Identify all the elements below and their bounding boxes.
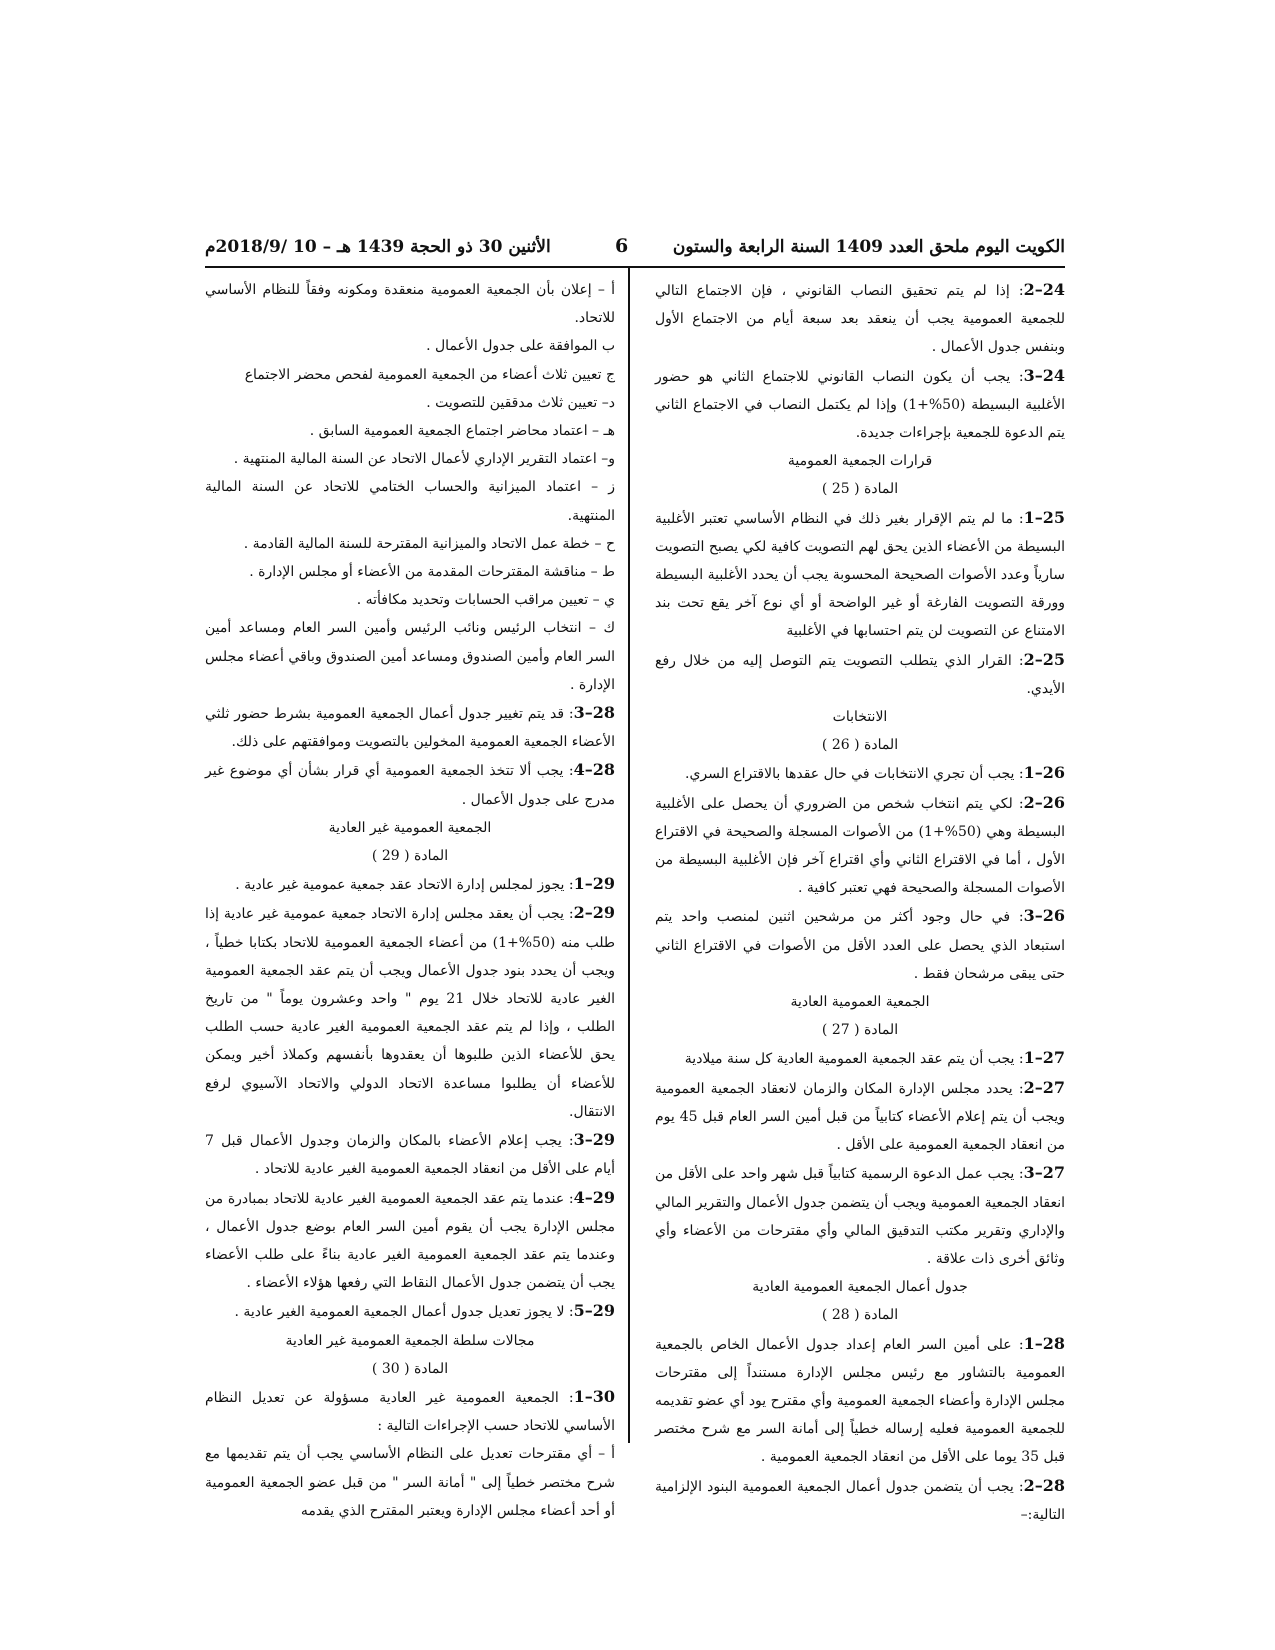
paragraph-text: ب الموافقة على جدول الأعمال . — [426, 338, 615, 355]
paragraph — [205, 870, 615, 899]
paragraph — [205, 389, 615, 417]
paragraph — [205, 558, 615, 586]
paragraph — [655, 1472, 1065, 1529]
clause-number: 27–3 — [1023, 1163, 1065, 1183]
paragraph-text: : ما لم يتم الإقرار بغير ذلك في النظام الأساسي تعتبر الأغلبية البسيطة من الأعضاء الذين يحق لهم التصويت كافية لكي يصبح التصويت سارياً وعدد الأصوات الصحيحة المحسوبة يجب أن يحدد الأغلبية البسيطة وورقة التصويت الفارغة أو غير الواضحة أو أي نوع آخر يقع تحت بند الامتناع عن التصويت لن يتم احتسابها في الأغلبية — [655, 510, 1065, 640]
paragraph-text: : يجب أن تجري الانتخابات في حال عقدها بالاقتراع السري. — [685, 766, 1024, 783]
paragraph — [655, 789, 1065, 903]
paragraph — [205, 473, 615, 529]
paragraph — [205, 417, 615, 445]
clause-number: 24–3 — [1023, 365, 1065, 385]
section-heading: المادة ( 30 ) — [371, 1360, 449, 1377]
section-heading: المادة ( 28 ) — [821, 1307, 899, 1324]
paragraph-text: : في حال وجود أكثر من مرشحين اثنين لمنصب واحد يتم استبعاد الذي يحصل على العدد الأقل من الأصوات في الاقتراع الثاني حتى يبقى مرشحان فقط . — [655, 909, 1065, 982]
paragraph — [655, 276, 1065, 362]
paragraph-text: ك – انتخاب الرئيس ونائب الرئيس وأمين السر العام ومساعد أمين السر العام وأمين الصندوق ومساعد أمين الصندوق وباقي أعضاء مجلس الإدارة . — [205, 620, 615, 693]
left-column — [205, 276, 615, 1525]
paragraph-text: : لا يجوز تعديل جدول أعمال الجمعية العمومية الغير عادية . — [234, 1304, 574, 1321]
clause-number: 30–1 — [573, 1386, 615, 1406]
section-heading: جدول أعمال الجمعية العمومية العادية — [752, 1279, 968, 1296]
clause-number: 29–4 — [573, 1187, 615, 1207]
paragraph — [655, 362, 1065, 448]
section-heading: المادة ( 29 ) — [371, 848, 449, 865]
header-rule — [205, 266, 1065, 268]
paragraph-text: هـ – اعتماد محاضر اجتماع الجمعية العمومية السابق . — [309, 423, 615, 440]
paragraph — [205, 361, 615, 389]
section-heading: الجمعية العمومية العادية — [790, 994, 930, 1011]
paragraph — [205, 530, 615, 558]
paragraph — [655, 759, 1065, 788]
paragraph — [655, 1330, 1065, 1472]
paragraph — [205, 276, 615, 332]
paragraph-text: د– تعيين ثلاث مدققين للتصويت . — [426, 394, 615, 411]
section-heading: المادة ( 25 ) — [821, 481, 899, 498]
paragraph — [205, 1440, 615, 1525]
paragraph — [205, 586, 615, 614]
paragraph-text: : على أمين السر العام إعداد جدول الأعمال الخاص بالجمعية العمومية بالتشاور مع رئيس مجلس الإدارة مستنداً إلى مقترحات مجلس الإدارة وأعضاء الجمعية العمومية وأي مقترح يود أي عضو تقديمه للجمعية العمومية فعليه إرساله خطياً إلى أمانة السر مع شرح مختصر قبل 35 يوما على الأقل من انعقاد الجمعية العمومية . — [655, 1336, 1065, 1466]
paragraph — [655, 504, 1065, 646]
clause-number: 26–1 — [1023, 763, 1065, 783]
clause-number: 28–1 — [1023, 1333, 1065, 1353]
paragraph-text: : يحدد مجلس الإدارة المكان والزمان لانعقاد الجمعية العمومية ويجب أن يتم إعلام الأعضاء كتابياً من قبل أمين السر العام قبل 45 يوم من انعقاد الجمعية العمومية على الأقل . — [655, 1080, 1066, 1154]
page-number: 6 — [615, 235, 629, 257]
section-heading: مجالات سلطة الجمعية العمومية غير العادية — [285, 1332, 535, 1349]
paragraph — [205, 1126, 615, 1183]
paragraph-text: : يجب إعلام الأعضاء بالمكان والزمان وجدول الأعمال قبل 7 أيام على الأقل من انعقاد الجمعية العمومية الغير عادية للاتحاد . — [205, 1133, 615, 1178]
section-heading: المادة ( 26 ) — [821, 737, 899, 754]
publication-title: الكويت اليوم ملحق العدد 1409 السنة الرابعة والستون — [672, 237, 1065, 257]
page-header — [205, 233, 1065, 263]
paragraph-text: : يجب أن يكون النصاب القانوني للاجتماع الثاني هو حضور الأغلبية البسيطة (50%+1) وإذا لم يكتمل النصاب في الاجتماع الثاني يتم الدعوة للجمعية بإجراءات جديدة. — [655, 368, 1065, 442]
clause-number: 27–1 — [1023, 1048, 1065, 1068]
paragraph-text: و– اعتماد التقرير الإداري لأعمال الاتحاد عن السنة المالية المنتهية . — [233, 451, 615, 468]
paragraph-text: : عندما يتم عقد الجمعية العمومية الغير عادية للاتحاد بمبادرة من مجلس الإدارة يجب أن يقوم أمين السر العام بوضع جدول الأعمال ، وعندما يتم عقد الجمعية العمومية الغير عادية بناءً على طلب الأعضاء يجب أن يتضمن جدول الأعمال النقاط التي رفعها هؤلاء الأعضاء . — [205, 1190, 615, 1292]
clause-number: 25–1 — [1023, 507, 1065, 527]
paragraph-text: : يجب أن يتم عقد الجمعية العمومية العادية كل سنة ميلادية — [684, 1051, 1024, 1068]
paragraph-text: : يجب عمل الدعوة الرسمية كتابياً قبل شهر واحد على الأقل من انعقاد الجمعية العمومية ويجب أن يتضمن جدول الأعمال والتقرير المالي والإداري وتقرير مكتب التدقيق المالي وأي مقترحات من الأعضاء وأي وثائق أخرى ذات علاقة . — [655, 1166, 1065, 1267]
paragraph-text: ز – اعتماد الميزانية والحساب الختامي للاتحاد عن السنة المالية المنتهية. — [205, 479, 615, 524]
paragraph-text: : الجمعية العمومية غير العادية مسؤولة عن تعديل النظام الأساسي للاتحاد حسب الإجراءات التالية : — [205, 1389, 615, 1435]
paragraph — [205, 699, 615, 756]
clause-number: 29–5 — [573, 1301, 615, 1321]
paragraph-text: : قد يتم تغيير جدول أعمال الجمعية العمومية بشرط حضور ثلثي الأعضاء الجمعية العمومية المخولين بالتصويت وموافقتهم على ذلك. — [205, 706, 615, 751]
paragraph — [205, 1184, 615, 1298]
clause-number: 26–3 — [1023, 906, 1065, 926]
paragraph-text: : القرار الذي يتطلب التصويت يتم التوصل إليه من خلال رفع الأيدي. — [655, 652, 1065, 697]
paragraph — [205, 614, 615, 699]
clause-number: 24–2 — [1023, 280, 1065, 299]
section-heading: الانتخابات — [832, 709, 888, 726]
paragraph — [655, 902, 1065, 988]
clause-number: 28–4 — [573, 760, 615, 780]
clause-number: 28–2 — [1023, 1475, 1065, 1495]
clause-number: 29–1 — [573, 874, 615, 894]
issue-date: الأثنين 30 ذو الحجة 1439 هـ – 10 /2018/9م — [205, 237, 551, 257]
clause-number: 29–3 — [573, 1130, 615, 1150]
clause-number: 25–2 — [1023, 649, 1065, 669]
paragraph — [655, 646, 1065, 703]
paragraph-text: : لكي يتم انتخاب شخص من الضروري أن يحصل على الأغلبية البسيطة وهي (50%+1) من الأصوات المسجلة والصحيحة في الاقتراع الأول ، أما في الاقتراع الثاني وأي اقتراع آخر فإن الأغلبية البسيطة من الأصوات المسجلة والصحيحة فهي تعتبر كافية . — [655, 795, 1066, 897]
paragraph — [205, 899, 615, 1126]
paragraph-text: أ – إعلان بأن الجمعية العمومية منعقدة ومكونه وفقاً للنظام الأساسي للاتحاد. — [205, 282, 615, 327]
paragraph — [205, 1297, 615, 1326]
paragraph-text: : يجب أن يتضمن جدول أعمال الجمعية العمومية البنود الإلزامية التالية:– — [655, 1478, 1065, 1523]
paragraph-text: : يجوز لمجلس إدارة الاتحاد عقد جمعية عمومية غير عادية . — [235, 877, 574, 894]
clause-number: 28–3 — [573, 703, 615, 723]
paragraph-text: ج تعيين ثلاث أعضاء من الجمعية العمومية لفحص محضر الاجتماع — [244, 366, 615, 383]
paragraph-text: : يجب ألا تتخذ الجمعية العمومية أي قرار بشأن أي موضوع غير مدرج على جدول الأعمال . — [205, 763, 615, 808]
section-heading: المادة ( 27 ) — [821, 1022, 899, 1039]
right-column — [655, 276, 1065, 1529]
paragraph-text: أ – أي مقترحات تعديل على النظام الأساسي يجب أن يتم تقديمها مع شرح مختصر خطياً إلى " أمانة السر " من قبل عضو الجمعية العمومية أو أحد أعضاء مجلس الإدارة ويعتبر المقترح الذي يقدمه — [205, 1446, 615, 1519]
paragraph-text: : إذا لم يتم تحقيق النصاب القانوني ، فإن الاجتماع التالي للجمعية العمومية يجب أن ينعقد بعد سبعة أيام من الاجتماع الأول وبنفس جدول الأعمال . — [655, 283, 1065, 356]
paragraph-text: ط – مناقشة المقترحات المقدمة من الأعضاء أو مجلس الإدارة . — [249, 564, 615, 581]
section-heading: قرارات الجمعية العمومية — [787, 453, 933, 470]
paragraph — [205, 756, 615, 813]
section-heading: الجمعية العمومية غير العادية — [328, 819, 492, 836]
clause-number: 26–2 — [1023, 792, 1065, 812]
paragraph — [655, 1044, 1065, 1073]
paragraph — [655, 1159, 1065, 1273]
paragraph-text: ح – خطة عمل الاتحاد والميزانية المقترحة للسنة المالية القادمة . — [243, 535, 615, 552]
paragraph — [205, 1383, 615, 1440]
clause-number: 27–2 — [1023, 1077, 1065, 1097]
paragraph-text: ي – تعيين مراقب الحسابات وتحديد مكافأته . — [356, 592, 615, 609]
paragraph-text: : يجب أن يعقد مجلس إدارة الاتحاد جمعية عمومية غير عادية إذا طلب منه (50%+1) من أعضاء الجمعية العمومية للاتحاد بكتابا خطياً ، ويجب أن يحدد بنود جدول الأعمال ويجب أن يتم عقد الجمعية العمومية الغير عادية للاتحاد خلال 21 يوم " واحد وعشرون يوماً " من تاريخ الطلب ، وإذا لم يتم عقد الجمعية العمومية الغير عادية حسب الطلب يحق للأعضاء الذين طلبوها أن يعقدوها بأنفسهم وكملاذ أخير ويمكن للأعضاء أن يطلبوا مساعدة الاتحاد الدولي والاتحاد الآسيوي لرفع الانتقال. — [205, 906, 615, 1120]
paragraph — [205, 332, 615, 360]
paragraph — [655, 1074, 1065, 1160]
paragraph — [205, 445, 615, 473]
clause-number: 29–2 — [573, 903, 615, 923]
column-divider — [628, 268, 630, 1443]
